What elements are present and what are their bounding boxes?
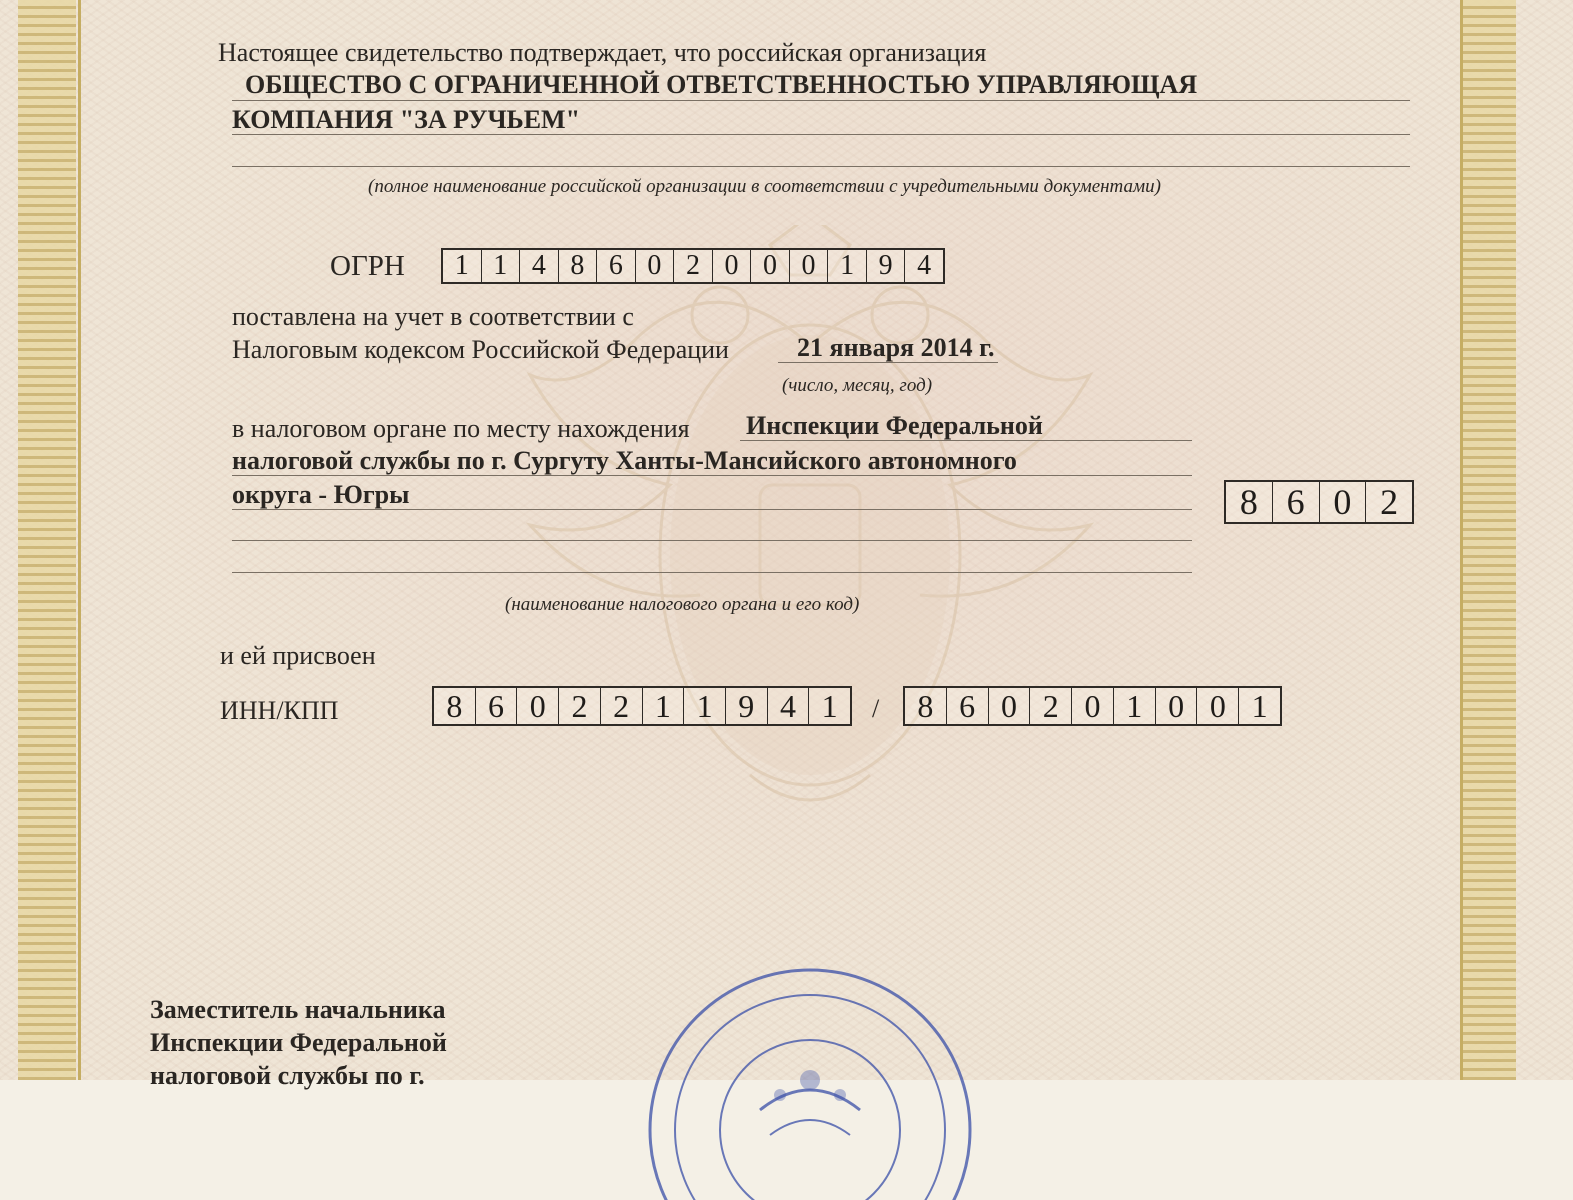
inn-digit: 1 [821, 688, 838, 724]
ogrn-digit: 0 [636, 250, 675, 282]
ogrn-digit: 0 [790, 250, 829, 282]
ogrn-digit: 0 [713, 250, 752, 282]
ogrn-digit: 0 [751, 250, 790, 282]
inn-digit: 4 [768, 688, 810, 724]
ogrn-digit: 8 [559, 250, 598, 282]
left-border-line [78, 0, 81, 1080]
registration-date-rule [778, 362, 998, 363]
intro-text: Настоящее свидетельство подтверждает, что российская организация [218, 38, 987, 67]
tax-authority-code-cells [1224, 480, 1414, 524]
left-decorative-border [18, 0, 76, 1080]
inn-digit: 1 [684, 688, 726, 724]
inn-digit: 6 [476, 688, 518, 724]
tax-authority-rule4 [232, 540, 1192, 541]
signatory-line2: Инспекции Федеральной [150, 1028, 447, 1057]
ogrn-label: ОГРН [330, 250, 405, 282]
tax-authority-name-line3: округа - Югры [232, 480, 410, 509]
inn-digit: 2 [601, 688, 643, 724]
kpp-digit: 1 [1114, 688, 1156, 724]
assigned-text: и ей присвоен [220, 641, 376, 670]
ogrn-digit: 9 [867, 250, 906, 282]
tax-authority-rule3 [232, 509, 1192, 510]
inn-number-cells [432, 686, 852, 726]
kpp-digit: 6 [947, 688, 989, 724]
ogrn-digit: 1 [482, 250, 521, 282]
inn-kpp-separator: / [872, 694, 880, 723]
ogrn-digit: 2 [674, 250, 713, 282]
ogrn-digit: 1 [443, 250, 482, 282]
inn-kpp-label: ИНН/КПП [220, 696, 339, 725]
ogrn-digit: 1 [828, 250, 867, 282]
code-digit: 0 [1320, 482, 1367, 522]
tax-authority-prefix: в налоговом органе по месту нахождения [232, 414, 690, 443]
tax-authority-name-line1: Инспекции Федеральной [746, 411, 1043, 440]
ogrn-digit: 4 [917, 250, 932, 281]
org-name-line2: КОМПАНИЯ "ЗА РУЧЬЕМ" [232, 105, 581, 134]
kpp-digit: 0 [1072, 688, 1114, 724]
org-name-rule1 [232, 100, 1410, 101]
signatory-line3: налоговой службы по г. [150, 1061, 425, 1090]
ogrn-digit: 6 [597, 250, 636, 282]
tax-authority-rule1 [740, 440, 1192, 441]
org-name-caption: (полное наименование российской организации в соответствии с учредительными документами) [368, 176, 1161, 197]
inn-digit: 9 [726, 688, 768, 724]
official-stamp-icon [640, 960, 980, 1200]
registration-line1: поставлена на учет в соответствии с [232, 302, 634, 331]
tax-authority-rule5 [232, 572, 1192, 573]
kpp-digit: 0 [989, 688, 1031, 724]
registration-date: 21 января 2014 г. [797, 333, 995, 362]
ogrn-digit: 4 [520, 250, 559, 282]
kpp-digit: 0 [1156, 688, 1198, 724]
tax-authority-name-line2: налоговой службы по г. Сургуту Ханты-Мансийского автономного [232, 446, 1017, 475]
code-digit: 6 [1273, 482, 1320, 522]
registration-line2: Налоговым кодексом Российской Федерации [232, 335, 729, 364]
inn-digit: 8 [434, 688, 476, 724]
org-name-line1: ОБЩЕСТВО С ОГРАНИЧЕННОЙ ОТВЕТСТВЕННОСТЬЮ УПРАВЛЯЮЩАЯ [245, 70, 1198, 99]
inn-digit: 1 [643, 688, 685, 724]
kpp-digit: 8 [905, 688, 947, 724]
kpp-digit: 1 [1251, 688, 1268, 724]
org-name-rule3 [232, 166, 1410, 167]
code-digit: 2 [1380, 482, 1399, 522]
right-border-line [1460, 0, 1463, 1080]
tax-authority-caption: (наименование налогового органа и его код) [505, 594, 860, 615]
ogrn-number-cells [441, 248, 945, 284]
kpp-number-cells [903, 686, 1282, 726]
signatory-line1: Заместитель начальника [150, 995, 446, 1024]
kpp-digit: 2 [1030, 688, 1072, 724]
code-digit: 8 [1226, 482, 1273, 522]
kpp-digit: 0 [1197, 688, 1239, 724]
tax-authority-rule2 [232, 475, 1192, 476]
inn-digit: 0 [517, 688, 559, 724]
right-decorative-border [1462, 0, 1516, 1080]
org-name-rule2 [232, 134, 1410, 135]
registration-date-caption: (число, месяц, год) [782, 375, 933, 396]
inn-digit: 2 [559, 688, 601, 724]
